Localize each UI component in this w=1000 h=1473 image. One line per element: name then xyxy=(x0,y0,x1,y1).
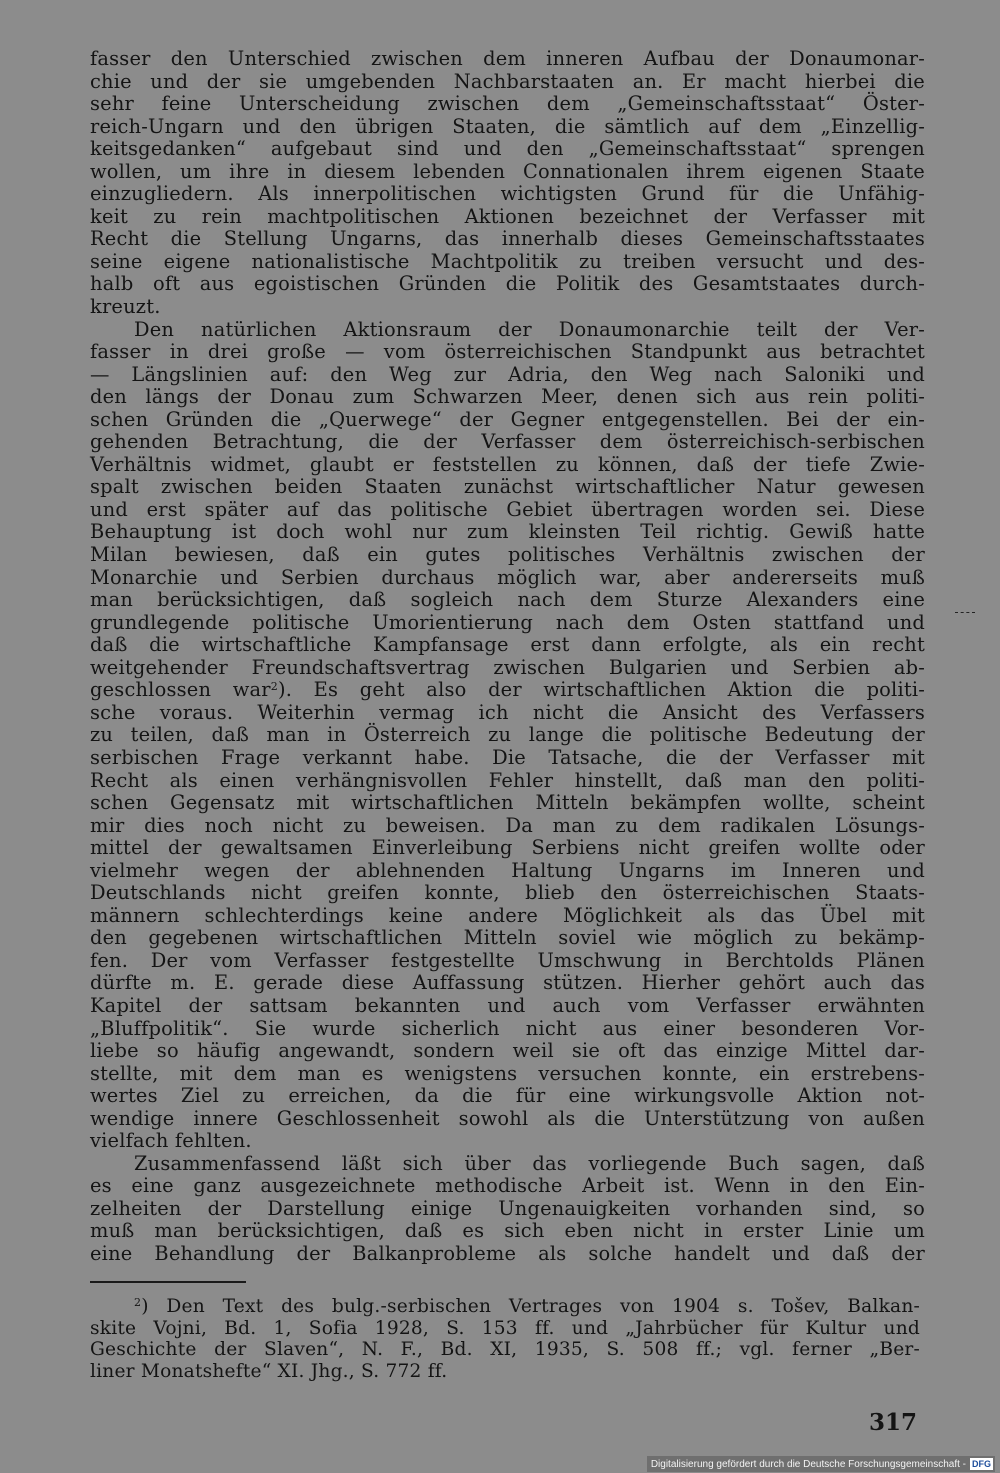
text-line: liebe so häufig angewandt, sondern weil sie oft das einzige Mittel dar- xyxy=(90,1039,925,1063)
text-line: dürfte m. E. gerade diese Auffassung stützen. Hierher gehört auch das xyxy=(90,971,925,995)
text-line: serbischen Frage verkannt habe. Die Tatsache, die der Verfasser mit xyxy=(90,745,925,769)
text-line: spalt zwischen beiden Staaten zunächst wirtschaftlicher Natur gewesen xyxy=(90,475,925,499)
text-line: keit zu rein machtpolitischen Aktionen bezeichnet der Verfasser mit xyxy=(90,204,925,228)
text-line: vielfach fehlten. xyxy=(90,1129,252,1153)
footnote-line: Geschichte der Slaven“, N. F., Bd. XI, 1935, S. 508 ff.; vgl. ferner „Ber- xyxy=(90,1339,920,1360)
text-line: sehr feine Unterscheidung zwischen dem „Gemeinschaftsstaat“ Öster- xyxy=(90,92,925,116)
text-line: sche voraus. Weiterhin vermag ich nicht die Ansicht des Verfassers xyxy=(90,700,925,724)
text-line: Behauptung ist doch wohl nur zum kleinsten Teil richtig. Gewiß hatte xyxy=(90,520,925,544)
text-line: „Bluffpolitik“. Sie wurde sicherlich nicht aus einer besonderen Vor- xyxy=(90,1016,925,1040)
text-line: fen. Der vom Verfasser festgestellte Umschwung in Berchtolds Plänen xyxy=(90,948,925,972)
text-line: daß die wirtschaftliche Kampfansage erst dann erfolgte, als ein recht xyxy=(90,633,925,657)
text-line: halb oft aus egoistischen Gründen die Politik des Gesamtstaates durch- xyxy=(90,272,925,296)
text-line: wollen, um ihre in diesem lebenden Connationalen ihrem eigenen Staate xyxy=(90,159,925,183)
text-line: grundlegende politische Umorientierung nach dem Osten stattfand und xyxy=(90,610,925,634)
footnote-marker: 2 xyxy=(134,1296,142,1309)
text-line: reich-Ungarn und den übrigen Staaten, die sämtlich auf dem „Einzellig- xyxy=(90,114,925,138)
footnote-line: liner Monatshefte“ XI. Jhg., S. 772 ff. xyxy=(90,1360,448,1382)
text-line: Recht als einen verhängnisvollen Fehler hinstellt, daß man den politi- xyxy=(90,768,925,792)
footnote-reference: 2 xyxy=(270,680,278,694)
text-line: einzugliedern. Als innerpolitischen wichtigsten Grund für die Unfähig- xyxy=(90,182,925,206)
text-line: vielmehr wegen der ablehnenden Haltung Ungarns im Inneren und xyxy=(90,858,925,882)
body-text xyxy=(90,48,925,1266)
text-line: Recht die Stellung Ungarns, das innerhalb dieses Gemeinschaftsstaates xyxy=(90,227,925,251)
text-line: Milan bewiesen, daß ein gutes politisches Verhältnis zwischen der xyxy=(90,543,925,567)
text-line: man berücksichtigen, daß sogleich nach dem Sturze Alexanders eine xyxy=(90,588,925,612)
text-line: und erst später auf das politische Gebiet übertragen worden sei. Diese xyxy=(90,497,925,521)
text-segment: ). Es geht also der wirtschaftlichen Aktion die politi- xyxy=(277,678,925,702)
text-line: muß man berücksichtigen, daß es sich eben nicht in erster Linie um xyxy=(90,1219,925,1243)
text-line: männern schlechterdings keine andere Möglichkeit als das Übel mit xyxy=(90,903,925,927)
text-line: Zusammenfassend läßt sich über das vorliegende Buch sagen, daß xyxy=(134,1151,925,1175)
text-line: Monarchie und Serbien durchaus möglich war, aber andererseits muß xyxy=(90,565,925,589)
text-line: weitgehender Freundschaftsvertrag zwischen Bulgarien und Serbien ab- xyxy=(90,655,925,679)
text-line: mittel der gewaltsamen Einverleibung Serbiens nicht greifen wollte oder xyxy=(90,836,925,860)
text-line: wertes Ziel zu erreichen, da die für eine wirkungsvolle Aktion not- xyxy=(90,1084,925,1108)
text-line: seine eigene nationalistische Machtpolitik zu treiben versucht und des- xyxy=(90,249,925,273)
text-line: eine Behandlung der Balkanprobleme als solche handelt und daß der xyxy=(90,1241,925,1265)
text-line: wendige innere Geschlossenheit sowohl als die Unterstützung von außen xyxy=(90,1106,925,1130)
footnote-rule xyxy=(90,1281,246,1283)
text-line: den gegebenen wirtschaftlichen Mitteln soviel wie möglich zu bekämp- xyxy=(90,926,925,950)
text-line: zu teilen, daß man in Österreich zu lange die politische Bedeutung der xyxy=(90,723,925,747)
text-line: mir dies noch nicht zu beweisen. Da man zu dem radikalen Lösungs- xyxy=(90,813,925,837)
text-line: zelheiten der Darstellung einige Ungenauigkeiten vorhanden sind, so xyxy=(90,1196,925,1220)
text-line: es eine ganz ausgezeichnete methodische Arbeit ist. Wenn in den Ein- xyxy=(90,1174,925,1198)
footnote-line: skite Vojni, Bd. 1, Sofia 1928, S. 153 ff. und „Jahrbücher für Kultur und xyxy=(90,1317,920,1339)
text-line: stellte, mit dem man es wenigstens versuchen konnte, ein erstrebens- xyxy=(90,1061,925,1085)
page-number: 317 xyxy=(869,1409,918,1436)
text-line: Verhältnis widmet, glaubt er feststellen zu können, daß der tiefe Zwie- xyxy=(90,452,925,476)
text-line-with-footnote-ref xyxy=(90,679,925,702)
text-line: schen Gegensatz mit wirtschaftlichen Mitteln bekämpfen wollte, scheint xyxy=(90,791,925,815)
text-line: schen Gründen die „Querwege“ der Gegner entgegenstellen. Bei der ein- xyxy=(90,407,925,431)
dfg-logo: DFG xyxy=(972,1459,991,1469)
text-line: den längs der Donau zum Schwarzen Meer, denen sich aus rein politi- xyxy=(90,385,925,409)
text-line: Den natürlichen Aktionsraum der Donaumonarchie teilt der Ver- xyxy=(134,317,925,341)
text-segment: geschlossen war xyxy=(90,678,271,702)
text-segment: ) Den Text des bulg.-serbischen Vertrages von 1904 s. Tošev, Balkan- xyxy=(141,1296,920,1317)
text-line: gehenden Betrachtung, die der Verfasser dem österreichisch-serbischen xyxy=(90,430,925,454)
text-line: kreuzt. xyxy=(90,295,161,319)
footnote-line xyxy=(90,1296,920,1318)
credit-text: Digitalisierung gefördert durch die Deutsche Forschungsgemeinschaft - xyxy=(650,1458,966,1470)
text-line: chie und der sie umgebenden Nachbarstaaten an. Er macht hierbei die xyxy=(90,69,925,93)
footnote xyxy=(90,1296,920,1382)
text-line: Kapitel der sattsam bekannten und auch vom Verfasser erwähnten xyxy=(90,993,925,1017)
text-line: Deutschlands nicht greifen konnte, blieb den österreichischen Staats- xyxy=(90,881,925,905)
text-line: fasser den Unterschied zwischen dem inneren Aufbau der Donaumonar- xyxy=(90,47,925,70)
text-line: — Längslinien auf: den Weg zur Adria, den Weg nach Saloniki und xyxy=(90,362,925,386)
margin-mark xyxy=(955,612,975,613)
text-line: fasser in drei große — vom österreichischen Standpunkt aus betrachtet xyxy=(90,340,925,364)
digitization-credit xyxy=(647,1456,995,1472)
text-line: keitsgedanken“ aufgebaut sind und den „Gemeinschaftsstaat“ sprengen xyxy=(90,137,925,161)
